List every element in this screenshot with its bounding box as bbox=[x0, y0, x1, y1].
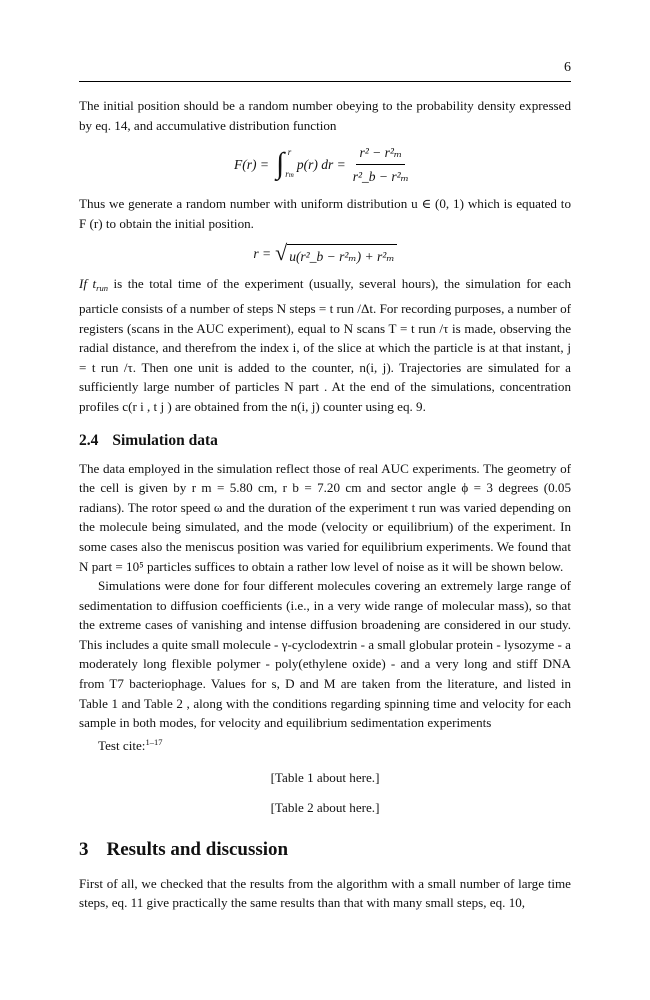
page-body bbox=[79, 96, 571, 913]
paragraph-simulation-procedure bbox=[79, 274, 571, 416]
eq2-radicand: u(r²_b − r²ₘ) + r²ₘ bbox=[287, 244, 396, 266]
p3-text: is the total time of the experiment (usually, several hours), the simulation for each particle consists of a number of steps N steps = t run /Δt. For recording purposes, a number of registers (scans in the AUC experiment), equal to N scans T = t run /τ is made, observing the radial distance, and therefrom the index i, of the slice at which the particle is at that instant, j = t run /τ. Then one unit is added to the counter, n(i, j). Trajectories are simulated for a sufficiently large number of particles N part . At the end of the simulations, concentration profiles c(r i , t j ) are obtained from the n(i, j) counter using eq. 9. bbox=[79, 276, 571, 414]
section-heading bbox=[79, 838, 571, 862]
subsection-heading bbox=[79, 431, 571, 451]
table2-placeholder: [Table 2 about here.] bbox=[270, 800, 380, 816]
paragraph-molecules: Simulations were done for four different molecules covering an extremely large range of sedimentation to diffusion coefficients (i.e., in a very wide range of molecular mass), so that the extreme cases of vanishing and intense diffusion broadening are considered in our study. This includes a quite small molecule - γ-cyclodextrin - a small globular protein - lysozyme - a moderately long flexible polymer - poly(ethylene oxide) - and a very long and stiff DNA from T7 bacteriophage. Values for s, D and M are taken from the literature, and listed in Table 1 and Table 2 , along with the conditions regarding spinning time and velocity for each sample in both modes, for velocity and equilibrium sedimentation experiments bbox=[79, 578, 571, 731]
paragraph-uniform-distribution: Thus we generate a random number with uniform distribution u ∈ (0, 1) which is equated to F (r) to obtain the initial position. bbox=[79, 196, 571, 231]
paragraph-initial-position: The initial position should be a random number obeying to the probability density expressed by eq. 14, and accumulative distribution function bbox=[79, 98, 571, 133]
equation-distribution-function bbox=[79, 138, 571, 190]
paragraph-simulation-data: The data employed in the simulation reflect those of real AUC experiments. The geometry of the cell is given by r m = 5.80 cm, r b = 7.20 cm and sector angle ϕ = 3 degrees (0.05 radians). The rotor speed ω and the duration of the experiment t run was varied depending on the molecule being simulated, and the mode (velocity or equilibrium) of the experiment. In some cases also the meniscus position was varied for equilibrium experiments. We found that N part = 10⁵ particles suffices to obtain a rather low level of noise as it will be shown below. bbox=[79, 460, 571, 574]
p3-run-sub: run bbox=[96, 283, 108, 294]
eq1-fraction bbox=[350, 143, 412, 186]
test-cite-refs[interactable]: 1–17 bbox=[145, 736, 163, 747]
eq1-denominator: r²_b − r²ₘ bbox=[352, 168, 409, 184]
eq1-upper-limit: r bbox=[287, 147, 292, 158]
eq1-numerator: r² − r²ₘ bbox=[356, 143, 405, 165]
page-number: 6 bbox=[564, 60, 571, 75]
equation-initial-radius bbox=[79, 236, 571, 270]
test-cite-label: Test cite: bbox=[98, 737, 146, 753]
section-number: 3 bbox=[79, 838, 89, 860]
eq1-lower-limit: r bbox=[285, 169, 289, 180]
eq2-lhs: r = bbox=[253, 245, 272, 261]
square-root: √ u(r²_b − r²ₘ) + r²ₘ bbox=[275, 239, 395, 265]
p3-lead: If t bbox=[79, 276, 97, 292]
eq1-integrand: p(r) dr = bbox=[296, 156, 346, 172]
subsection-number: 2.4 bbox=[79, 431, 99, 449]
paragraph-results: First of all, we checked that the results from the algorithm with a small number of large time steps, eq. 11 give practically the same results than that with many small steps, eq. 10, bbox=[79, 875, 571, 911]
header-rule bbox=[79, 81, 571, 82]
integral-sign: ∫ r rm bbox=[276, 143, 294, 185]
section-title: Results and discussion bbox=[106, 838, 289, 860]
test-cite bbox=[79, 733, 571, 756]
subsection-title: Simulation data bbox=[112, 431, 218, 449]
eq1-lower-limit-sub: m bbox=[288, 171, 294, 180]
table1-placeholder: [Table 1 about here.] bbox=[270, 770, 380, 786]
eq1-lhs: F(r) = bbox=[234, 156, 270, 172]
